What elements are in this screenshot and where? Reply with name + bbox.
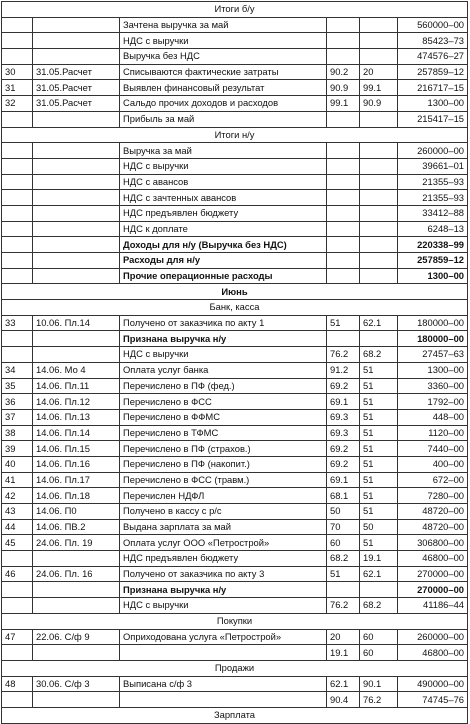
entry-number-cell: 44 — [2, 519, 33, 535]
table-row — [2, 237, 468, 253]
document-cell — [33, 645, 120, 661]
document-cell: 22.06. С/ф 9 — [33, 629, 120, 645]
amount-cell: 46800–00 — [398, 645, 468, 661]
amount-cell: 257859–12 — [398, 64, 468, 80]
debit-account-cell: 91.2 — [327, 362, 360, 378]
operation-description-cell: НДС с выручки — [120, 33, 327, 49]
credit-account-cell: 51 — [360, 394, 398, 410]
table-row — [2, 504, 468, 520]
table-row — [2, 472, 468, 488]
document-cell — [33, 582, 120, 598]
entry-number-cell — [2, 598, 33, 614]
entry-number-cell — [2, 582, 33, 598]
credit-account-cell: 68.2 — [360, 347, 398, 363]
credit-account-cell: 76.2 — [360, 692, 398, 708]
amount-cell: 270000–00 — [398, 566, 468, 582]
operation-description-cell: Выписана с/ф 3 — [120, 676, 327, 692]
table-row — [2, 158, 468, 174]
debit-account-cell: 69.1 — [327, 394, 360, 410]
operation-description-cell: Зачтена выручка за май — [120, 17, 327, 33]
amount-cell: 48720–00 — [398, 504, 468, 520]
document-cell: 31.05.Расчет — [33, 64, 120, 80]
operation-description-cell: НДС с зачтенных авансов — [120, 190, 327, 206]
document-cell — [33, 205, 120, 221]
document-cell: 14.06. Пл.16 — [33, 456, 120, 472]
document-cell — [33, 17, 120, 33]
document-cell: 14.06. П0 — [33, 504, 120, 520]
debit-account-cell — [327, 49, 360, 65]
credit-account-cell: 68.2 — [360, 598, 398, 614]
credit-account-cell: 51 — [360, 456, 398, 472]
amount-cell: 85423–73 — [398, 33, 468, 49]
operation-description-cell: Перечислено в ФСС — [120, 394, 327, 410]
table-row — [2, 331, 468, 347]
section-title: Покупки — [2, 613, 468, 629]
credit-account-cell — [360, 582, 398, 598]
debit-account-cell — [327, 582, 360, 598]
entry-number-cell: 46 — [2, 566, 33, 582]
entry-number-cell: 40 — [2, 456, 33, 472]
table-row — [2, 394, 468, 410]
amount-cell: 27457–63 — [398, 347, 468, 363]
entry-number-cell — [2, 205, 33, 221]
debit-account-cell: 69.1 — [327, 472, 360, 488]
debit-account-cell: 69.2 — [327, 456, 360, 472]
section-title: Продажи — [2, 660, 468, 676]
table-row — [2, 378, 468, 394]
entry-number-cell: 42 — [2, 488, 33, 504]
section-header-row — [2, 707, 468, 723]
entry-number-cell — [2, 17, 33, 33]
document-cell: 31.05.Расчет — [33, 80, 120, 96]
section-title: Итоги б/у — [2, 2, 468, 18]
debit-account-cell: 51 — [327, 566, 360, 582]
credit-account-cell — [360, 190, 398, 206]
credit-account-cell: 62.1 — [360, 566, 398, 582]
debit-account-cell: 90.2 — [327, 64, 360, 80]
credit-account-cell — [360, 221, 398, 237]
entry-number-cell: 38 — [2, 425, 33, 441]
table-row — [2, 582, 468, 598]
table-row — [2, 629, 468, 645]
section-header-row — [2, 613, 468, 629]
credit-account-cell — [360, 143, 398, 159]
entry-number-cell — [2, 221, 33, 237]
operation-description-cell: Выдана зарплата за май — [120, 519, 327, 535]
operation-description-cell: Перечислено в ТФМС — [120, 425, 327, 441]
entry-number-cell — [2, 158, 33, 174]
document-cell — [33, 158, 120, 174]
table-row — [2, 315, 468, 331]
table-row — [2, 441, 468, 457]
entry-number-cell — [2, 347, 33, 363]
operation-description-cell: НДС предъявлен бюджету — [120, 205, 327, 221]
section-header-row — [2, 127, 468, 143]
operation-description-cell: Перечислено в ФСС (травм.) — [120, 472, 327, 488]
amount-cell: 6248–13 — [398, 221, 468, 237]
entry-number-cell: 34 — [2, 362, 33, 378]
operation-description-cell: Прибыль за май — [120, 111, 327, 127]
operation-description-cell: Перечислено в ПФ (страхов.) — [120, 441, 327, 457]
amount-cell: 21355–93 — [398, 190, 468, 206]
amount-cell: 260000–00 — [398, 629, 468, 645]
amount-cell: 1300–00 — [398, 362, 468, 378]
entry-number-cell — [2, 143, 33, 159]
entry-number-cell: 39 — [2, 441, 33, 457]
section-title: Банк, касса — [2, 300, 468, 316]
credit-account-cell: 51 — [360, 504, 398, 520]
journal-table — [1, 1, 468, 724]
operation-description-cell: Расходы для н/у — [120, 253, 327, 269]
section-title: Итоги н/у — [2, 127, 468, 143]
debit-account-cell: 68.1 — [327, 488, 360, 504]
entry-number-cell: 35 — [2, 378, 33, 394]
entry-number-cell — [2, 331, 33, 347]
document-cell: 10.06. Пл.14 — [33, 315, 120, 331]
section-header-row — [2, 284, 468, 300]
table-row — [2, 409, 468, 425]
operation-description-cell: Оплата услуг ООО «Петрострой» — [120, 535, 327, 551]
credit-account-cell: 51 — [360, 441, 398, 457]
amount-cell: 7280–00 — [398, 488, 468, 504]
amount-cell: 48720–00 — [398, 519, 468, 535]
operation-description-cell: НДС с выручки — [120, 158, 327, 174]
entry-number-cell — [2, 33, 33, 49]
entry-number-cell — [2, 190, 33, 206]
credit-account-cell: 51 — [360, 362, 398, 378]
debit-account-cell: 60 — [327, 535, 360, 551]
amount-cell: 220338–99 — [398, 237, 468, 253]
credit-account-cell — [360, 331, 398, 347]
table-row — [2, 676, 468, 692]
credit-account-cell: 90.1 — [360, 676, 398, 692]
journal-table-body — [2, 2, 468, 724]
debit-account-cell: 19.1 — [327, 645, 360, 661]
table-row — [2, 221, 468, 237]
credit-account-cell — [360, 237, 398, 253]
entry-number-cell: 41 — [2, 472, 33, 488]
operation-description-cell: НДС с выручки — [120, 347, 327, 363]
credit-account-cell: 62.1 — [360, 315, 398, 331]
amount-cell: 400–00 — [398, 456, 468, 472]
amount-cell: 1120–00 — [398, 425, 468, 441]
amount-cell: 39661–01 — [398, 158, 468, 174]
operation-description-cell: Перечислен НДФЛ — [120, 488, 327, 504]
operation-description-cell: НДС к доплате — [120, 221, 327, 237]
table-row — [2, 598, 468, 614]
credit-account-cell: 60 — [360, 645, 398, 661]
debit-account-cell: 69.2 — [327, 378, 360, 394]
entry-number-cell: 45 — [2, 535, 33, 551]
operation-description-cell: Выручка без НДС — [120, 49, 327, 65]
operation-description-cell: Перечислено в ПФ (фед.) — [120, 378, 327, 394]
table-row — [2, 253, 468, 269]
debit-account-cell — [327, 17, 360, 33]
credit-account-cell: 51 — [360, 409, 398, 425]
entry-number-cell: 37 — [2, 409, 33, 425]
amount-cell: 1300–00 — [398, 268, 468, 284]
table-row — [2, 64, 468, 80]
document-cell — [33, 190, 120, 206]
debit-account-cell — [327, 205, 360, 221]
document-cell — [33, 111, 120, 127]
entry-number-cell — [2, 253, 33, 269]
operation-description-cell: Получено от заказчика по акту 3 — [120, 566, 327, 582]
debit-account-cell — [327, 331, 360, 347]
table-row — [2, 17, 468, 33]
credit-account-cell — [360, 111, 398, 127]
document-cell: 24.06. Пл. 19 — [33, 535, 120, 551]
operation-description-cell: Сальдо прочих доходов и расходов — [120, 96, 327, 112]
debit-account-cell — [327, 221, 360, 237]
debit-account-cell — [327, 174, 360, 190]
entry-number-cell — [2, 268, 33, 284]
credit-account-cell: 20 — [360, 64, 398, 80]
debit-account-cell — [327, 253, 360, 269]
operation-description-cell: Выявлен финансовый результат — [120, 80, 327, 96]
table-row — [2, 143, 468, 159]
table-row — [2, 488, 468, 504]
debit-account-cell: 99.1 — [327, 96, 360, 112]
table-row — [2, 362, 468, 378]
operation-description-cell: Перечислено в ФФМС — [120, 409, 327, 425]
table-row — [2, 347, 468, 363]
table-row — [2, 49, 468, 65]
credit-account-cell — [360, 268, 398, 284]
amount-cell: 1300–00 — [398, 96, 468, 112]
document-cell: 14.06. Мо 4 — [33, 362, 120, 378]
debit-account-cell: 70 — [327, 519, 360, 535]
table-row — [2, 456, 468, 472]
entry-number-cell — [2, 111, 33, 127]
debit-account-cell: 69.2 — [327, 441, 360, 457]
debit-account-cell: 50 — [327, 504, 360, 520]
entry-number-cell — [2, 49, 33, 65]
debit-account-cell: 69.3 — [327, 425, 360, 441]
amount-cell: 1792–00 — [398, 394, 468, 410]
amount-cell: 216717–15 — [398, 80, 468, 96]
debit-account-cell: 90.9 — [327, 80, 360, 96]
table-row — [2, 425, 468, 441]
debit-account-cell: 51 — [327, 315, 360, 331]
amount-cell: 3360–00 — [398, 378, 468, 394]
table-row — [2, 535, 468, 551]
table-row — [2, 96, 468, 112]
entry-number-cell: 33 — [2, 315, 33, 331]
amount-cell: 260000–00 — [398, 143, 468, 159]
operation-description-cell: Прочие операционные расходы — [120, 268, 327, 284]
credit-account-cell: 51 — [360, 488, 398, 504]
entry-number-cell — [2, 174, 33, 190]
debit-account-cell: 68.2 — [327, 551, 360, 567]
document-cell — [33, 33, 120, 49]
amount-cell: 257859–12 — [398, 253, 468, 269]
document-cell — [33, 551, 120, 567]
document-cell — [33, 268, 120, 284]
document-cell — [33, 598, 120, 614]
credit-account-cell — [360, 49, 398, 65]
amount-cell: 33412–88 — [398, 205, 468, 221]
operation-description-cell: Оплата услуг банка — [120, 362, 327, 378]
debit-account-cell — [327, 237, 360, 253]
credit-account-cell — [360, 205, 398, 221]
operation-description-cell: НДС с выручки — [120, 598, 327, 614]
amount-cell: 180000–00 — [398, 315, 468, 331]
credit-account-cell — [360, 17, 398, 33]
amount-cell: 215417–15 — [398, 111, 468, 127]
entry-number-cell: 30 — [2, 64, 33, 80]
credit-account-cell: 51 — [360, 425, 398, 441]
document-cell: 14.06. Пл.14 — [33, 425, 120, 441]
operation-description-cell: Списываются фактические затраты — [120, 64, 327, 80]
operation-description-cell: Получено от заказчика по акту 1 — [120, 315, 327, 331]
operation-description-cell: Оприходована услуга «Петрострой» — [120, 629, 327, 645]
credit-account-cell: 51 — [360, 378, 398, 394]
operation-description-cell: Выручка за май — [120, 143, 327, 159]
table-row — [2, 190, 468, 206]
section-title: Июнь — [2, 284, 468, 300]
document-cell — [33, 237, 120, 253]
credit-account-cell — [360, 174, 398, 190]
amount-cell: 490000–00 — [398, 676, 468, 692]
entry-number-cell: 32 — [2, 96, 33, 112]
credit-account-cell: 50 — [360, 519, 398, 535]
entry-number-cell: 31 — [2, 80, 33, 96]
table-row — [2, 33, 468, 49]
table-row — [2, 566, 468, 582]
document-cell: 31.05.Расчет — [33, 96, 120, 112]
operation-description-cell: Признана выручка н/у — [120, 582, 327, 598]
amount-cell: 672–00 — [398, 472, 468, 488]
debit-account-cell — [327, 190, 360, 206]
credit-account-cell: 60 — [360, 629, 398, 645]
table-row — [2, 205, 468, 221]
document-cell — [33, 221, 120, 237]
table-row — [2, 111, 468, 127]
debit-account-cell — [327, 158, 360, 174]
amount-cell: 21355–93 — [398, 174, 468, 190]
credit-account-cell — [360, 158, 398, 174]
amount-cell: 306800–00 — [398, 535, 468, 551]
operation-description-cell: НДС предъявлен бюджету — [120, 551, 327, 567]
operation-description-cell: Получено в кассу с р/с — [120, 504, 327, 520]
debit-account-cell: 69.3 — [327, 409, 360, 425]
section-header-row — [2, 300, 468, 316]
entry-number-cell — [2, 551, 33, 567]
amount-cell: 180000–00 — [398, 331, 468, 347]
credit-account-cell — [360, 253, 398, 269]
section-header-row — [2, 660, 468, 676]
credit-account-cell: 51 — [360, 535, 398, 551]
debit-account-cell: 20 — [327, 629, 360, 645]
credit-account-cell: 19.1 — [360, 551, 398, 567]
document-cell — [33, 253, 120, 269]
amount-cell: 474576–27 — [398, 49, 468, 65]
credit-account-cell: 90.9 — [360, 96, 398, 112]
debit-account-cell — [327, 33, 360, 49]
document-cell: 14.06. Пл.17 — [33, 472, 120, 488]
entry-number-cell — [2, 692, 33, 708]
table-row — [2, 551, 468, 567]
amount-cell: 7440–00 — [398, 441, 468, 457]
document-cell — [33, 347, 120, 363]
entry-number-cell: 36 — [2, 394, 33, 410]
operation-description-cell — [120, 645, 327, 661]
section-header-row — [2, 2, 468, 18]
section-title: Зарплата — [2, 707, 468, 723]
document-cell: 14.06. Пл.12 — [33, 394, 120, 410]
document-cell — [33, 174, 120, 190]
document-cell: 14.06. Пл.11 — [33, 378, 120, 394]
document-cell: 24.06. Пл. 16 — [33, 566, 120, 582]
table-row — [2, 692, 468, 708]
operation-description-cell: НДС с авансов — [120, 174, 327, 190]
operation-description-cell — [120, 692, 327, 708]
table-row — [2, 519, 468, 535]
document-cell: 14.06. Пл.13 — [33, 409, 120, 425]
document-cell: 30.06. С/ф 3 — [33, 676, 120, 692]
table-row — [2, 268, 468, 284]
table-row — [2, 80, 468, 96]
debit-account-cell — [327, 268, 360, 284]
credit-account-cell: 99.1 — [360, 80, 398, 96]
document-cell: 14.06. Пл.18 — [33, 488, 120, 504]
debit-account-cell: 76.2 — [327, 598, 360, 614]
entry-number-cell — [2, 237, 33, 253]
document-cell — [33, 143, 120, 159]
debit-account-cell — [327, 143, 360, 159]
table-row — [2, 174, 468, 190]
table-row — [2, 645, 468, 661]
entry-number-cell: 43 — [2, 504, 33, 520]
entry-number-cell — [2, 645, 33, 661]
entry-number-cell: 48 — [2, 676, 33, 692]
entry-number-cell: 47 — [2, 629, 33, 645]
operation-description-cell: Доходы для н/у (Выручка без НДС) — [120, 237, 327, 253]
document-cell: 14.06. Пл.15 — [33, 441, 120, 457]
debit-account-cell — [327, 111, 360, 127]
document-cell — [33, 692, 120, 708]
document-cell — [33, 49, 120, 65]
credit-account-cell: 51 — [360, 472, 398, 488]
debit-account-cell: 90.4 — [327, 692, 360, 708]
debit-account-cell: 76.2 — [327, 347, 360, 363]
document-cell — [33, 331, 120, 347]
amount-cell: 46800–00 — [398, 551, 468, 567]
amount-cell: 270000–00 — [398, 582, 468, 598]
credit-account-cell — [360, 33, 398, 49]
amount-cell: 41186–44 — [398, 598, 468, 614]
amount-cell: 560000–00 — [398, 17, 468, 33]
debit-account-cell: 62.1 — [327, 676, 360, 692]
amount-cell: 448–00 — [398, 409, 468, 425]
document-cell: 14.06. ПВ.2 — [33, 519, 120, 535]
amount-cell: 74745–76 — [398, 692, 468, 708]
operation-description-cell: Перечислено в ПФ (накопит.) — [120, 456, 327, 472]
operation-description-cell: Признана выручка н/у — [120, 331, 327, 347]
